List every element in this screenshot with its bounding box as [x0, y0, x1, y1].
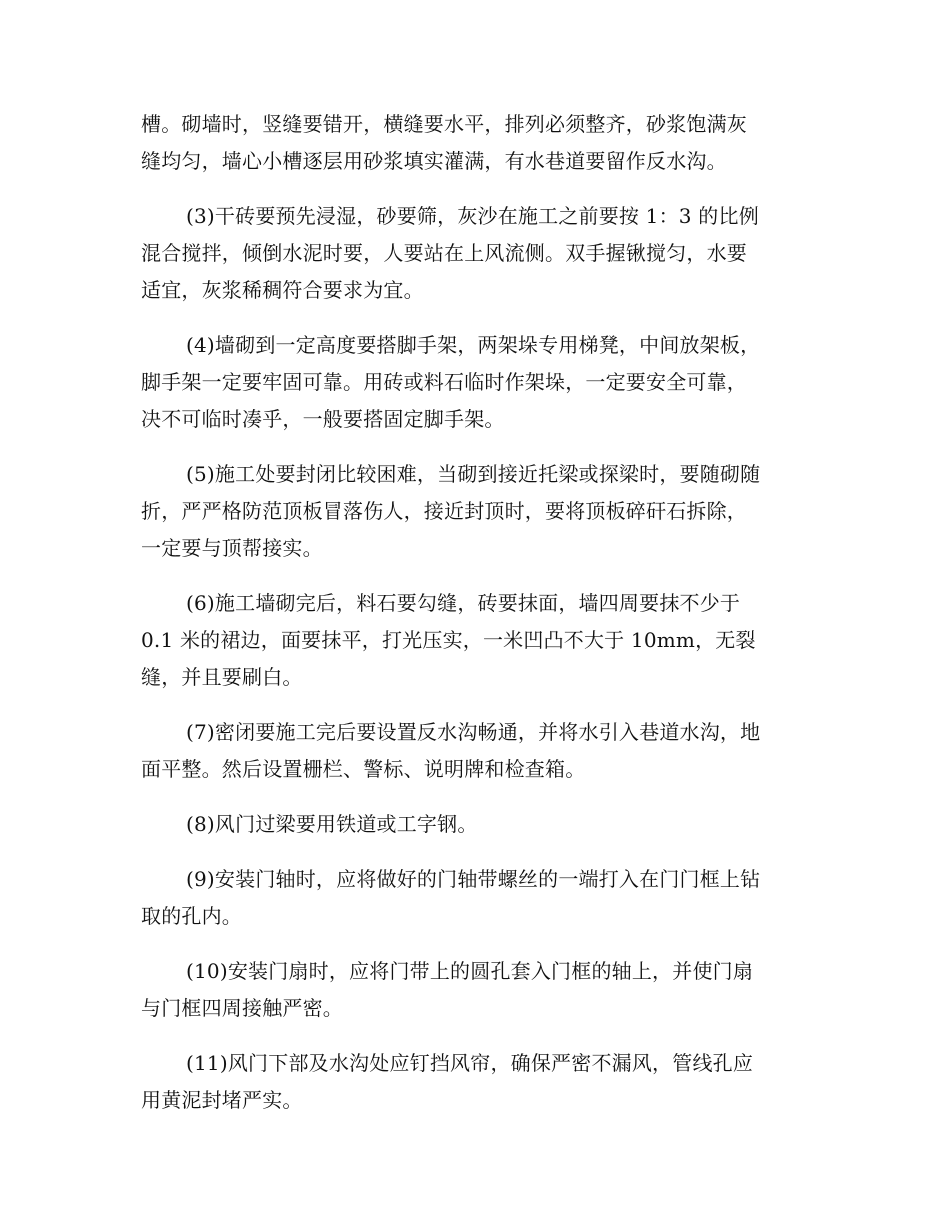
- paragraph-item-8: [141, 806, 809, 843]
- paragraph-item-3: [141, 198, 809, 309]
- text-line: (6)施工墙砌完后，料石要勾缝，砖要抹面，墙四周要抹不少于: [186, 591, 741, 615]
- text-line: 决不可临时凑乎，一般要搭固定脚手架。: [141, 407, 505, 431]
- text-line: (4)墙砌到一定高度要搭脚手架，两架垛专用梯凳，中间放架板，: [186, 333, 761, 357]
- text-line: 脚手架一定要牢固可靠。用砖或料石临时作架垛，一定要安全可靠，: [141, 370, 747, 394]
- text-line: (3)干砖要预先浸湿，砂要筛，灰沙在施工之前要按 1：3 的比例: [186, 204, 759, 228]
- paragraph-item-5: [141, 456, 809, 567]
- text-line: (7)密闭要施工完后要设置反水沟畅通，并将水引入巷道水沟，地: [186, 720, 761, 744]
- paragraph-item-7: [141, 714, 809, 788]
- text-line: 槽。砌墙时，竖缝要错开，横缝要水平，排列必须整齐，砂浆饱满灰: [141, 112, 747, 136]
- paragraph-item-11: [141, 1045, 809, 1119]
- paragraph-item-9: [141, 861, 809, 935]
- text-line: 用黄泥封堵严实。: [141, 1088, 303, 1112]
- text-line: (5)施工处要封闭比较困难，当砌到接近托梁或探梁时，要随砌随: [186, 462, 761, 486]
- text-line: 与门框四周接触严密。: [141, 996, 343, 1020]
- paragraph-item-10: [141, 953, 809, 1027]
- paragraph-item-6: [141, 585, 809, 696]
- text-line: (11)风门下部及水沟处应钉挡风帘，确保严密不漏风，管线孔应: [186, 1051, 754, 1075]
- text-line: 缝均匀，墙心小槽逐层用砂浆填实灌满，有水巷道要留作反水沟。: [141, 149, 727, 173]
- text-line: 适宜，灰浆稀稠符合要求为宜。: [141, 278, 424, 302]
- text-line: 折，严严格防范顶板冒落伤人，接近封顶时，要将顶板碎矸石拆除，: [141, 499, 747, 523]
- text-line: 面平整。然后设置栅栏、警标、说明牌和检查箱。: [141, 757, 586, 781]
- text-line: (8)风门过梁要用铁道或工字钢。: [186, 812, 478, 836]
- document-body: [141, 106, 809, 1137]
- text-line: 缝，并且要刷白。: [141, 665, 303, 689]
- text-line: 一定要与顶帮接实。: [141, 536, 323, 560]
- text-line: 混合搅拌，倾倒水泥时要，人要站在上风流侧。双手握锹搅匀，水要: [141, 241, 747, 265]
- paragraph-item-4: [141, 327, 809, 438]
- text-line: 0.1 米的裙边，面要抹平，打光压实，一米凹凸不大于 10mm，无裂: [141, 628, 756, 652]
- text-line: 取的孔内。: [141, 904, 242, 928]
- text-line: (10)安装门扇时，应将门带上的圆孔套入门框的轴上，并使门扇: [186, 959, 754, 983]
- paragraph-continuation: [141, 106, 809, 180]
- text-line: (9)安装门轴时，应将做好的门轴带螺丝的一端打入在门门框上钻: [186, 867, 761, 891]
